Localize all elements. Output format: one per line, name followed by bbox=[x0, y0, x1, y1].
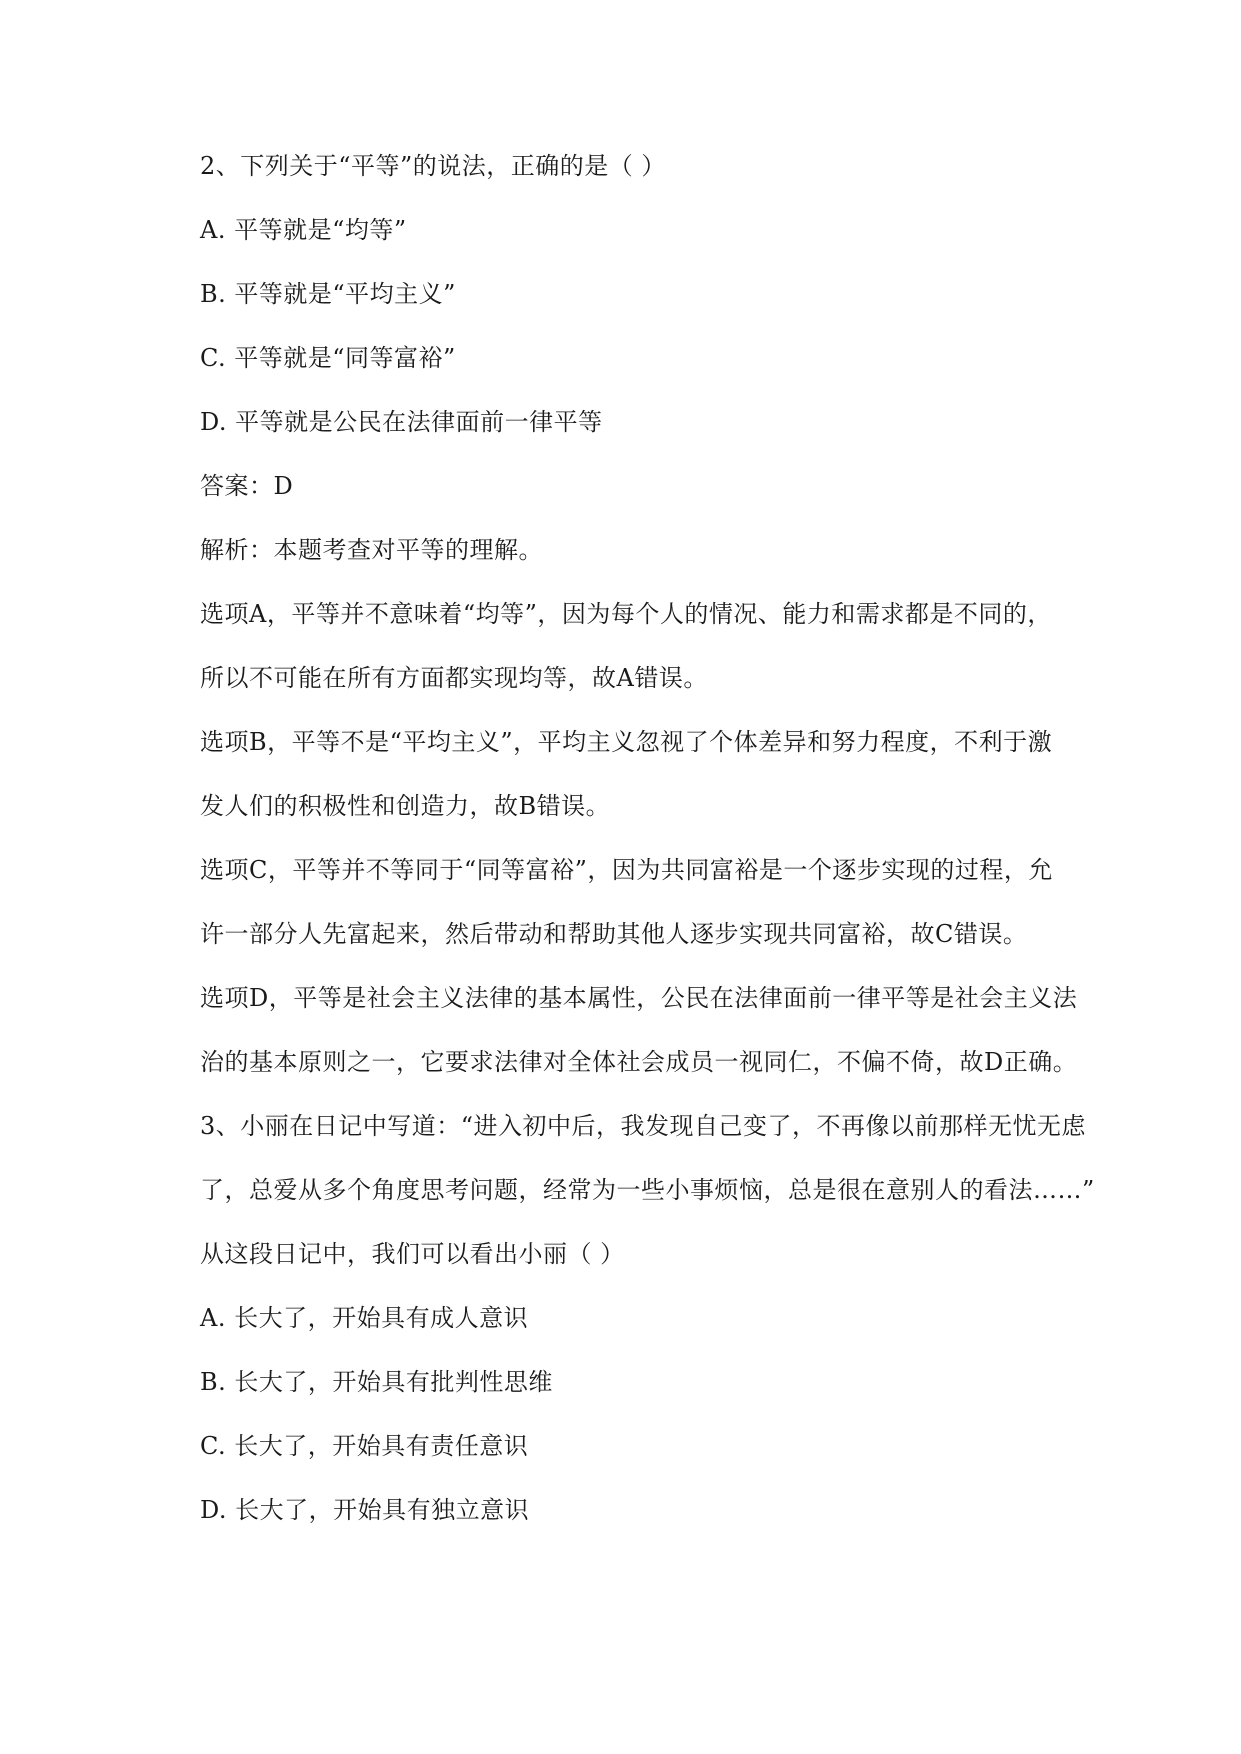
q3-option-a: A. 长大了，开始具有成人意识 bbox=[200, 1304, 529, 1332]
q2-option-b: B. 平等就是“平均主义” bbox=[200, 280, 456, 308]
q3-option-d: D. 长大了，开始具有独立意识 bbox=[200, 1496, 530, 1524]
question-3-stem-line3: 从这段日记中，我们可以看出小丽（ ） bbox=[200, 1240, 625, 1268]
q2-analysis-c-line1: 选项C，平等并不等同于“同等富裕”，因为共同富裕是一个逐步实现的过程，允 bbox=[200, 856, 1053, 884]
question-2-stem: 2、下列关于“平等”的说法，正确的是（ ） bbox=[200, 152, 666, 180]
q2-option-d: D. 平等就是公民在法律面前一律平等 bbox=[200, 408, 603, 436]
question-3-stem-line1: 3、小丽在日记中写道：“进入初中后，我发现自己变了，不再像以前那样无忧无虑 bbox=[200, 1112, 1087, 1140]
q2-option-a: A. 平等就是“均等” bbox=[200, 216, 407, 244]
q2-analysis-a-line1: 选项A，平等并不意味着“均等”，因为每个人的情况、能力和需求都是不同的， bbox=[200, 600, 1052, 628]
q2-analysis-intro: 解析：本题考查对平等的理解。 bbox=[200, 536, 543, 564]
q2-analysis-d-line2: 治的基本原则之一，它要求法律对全体社会成员一视同仁，不偏不倚，故D正确。 bbox=[200, 1048, 1078, 1076]
q2-option-c: C. 平等就是“同等富裕” bbox=[200, 344, 456, 372]
question-3-stem-line2: 了，总爱从多个角度思考问题，经常为一些小事烦恼，总是很在意别人的看法……” bbox=[200, 1176, 1095, 1204]
q3-option-b: B. 长大了，开始具有批判性思维 bbox=[200, 1368, 553, 1396]
q2-analysis-d-line1: 选项D，平等是社会主义法律的基本属性，公民在法律面前一律平等是社会主义法 bbox=[200, 984, 1078, 1012]
q2-analysis-a-line2: 所以不可能在所有方面都实现均等，故A错误。 bbox=[200, 664, 708, 692]
q2-analysis-b-line1: 选项B，平等不是“平均主义”，平均主义忽视了个体差异和努力程度，不利于激 bbox=[200, 728, 1053, 756]
q3-option-c: C. 长大了，开始具有责任意识 bbox=[200, 1432, 529, 1460]
q2-analysis-c-line2: 许一部分人先富起来，然后带动和帮助其他人逐步实现共同富裕，故C错误。 bbox=[200, 920, 1028, 948]
q2-analysis-b-line2: 发人们的积极性和创造力，故B错误。 bbox=[200, 792, 611, 820]
q2-answer: 答案：D bbox=[200, 472, 294, 500]
